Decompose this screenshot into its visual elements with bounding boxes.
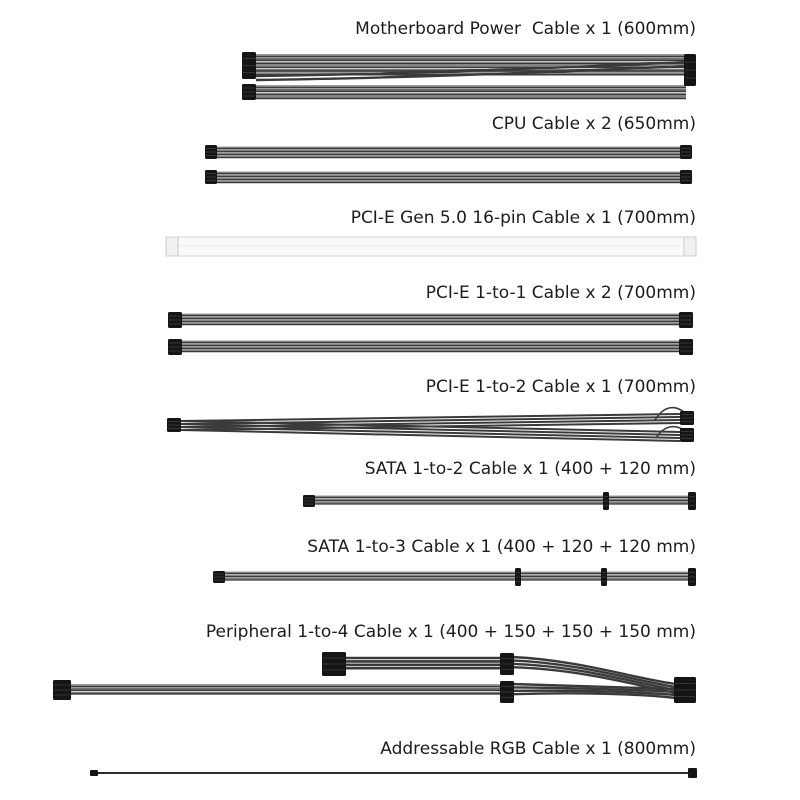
pcie5-cable-label: PCI-E Gen 5.0 16-pin Cable x 1 (700mm) [350,208,696,228]
sata-1to2-cable-label: SATA 1-to-2 Cable x 1 (400 + 120 mm) [364,459,696,479]
motherboard-cable [242,52,696,100]
pcie-1to2-cable-label: PCI-E 1-to-2 Cable x 1 (700mm) [425,377,696,397]
cpu-cable-label: CPU Cable x 2 (650mm) [491,114,696,134]
sata-1to3-cable-label: SATA 1-to-3 Cable x 1 (400 + 120 + 120 mm) [307,537,696,557]
sata-1to2-cable [303,492,696,510]
argb-cable-label: Addressable RGB Cable x 1 (800mm) [380,739,696,759]
argb-cable [90,768,697,778]
pcie5-connector-right [684,237,696,256]
sata-1to3-cable [213,568,696,586]
motherboard-cable-label: Motherboard Power Cable x 1 (600mm) [355,19,696,39]
peripheral-cable [53,652,696,703]
pcie-1to1-cable-label: PCI-E 1-to-1 Cable x 2 (700mm) [425,283,696,303]
cpu-cable [205,145,692,184]
pcie5-connector-left [166,237,178,256]
peripheral-cable-label: Peripheral 1-to-4 Cable x 1 (400 + 150 + 150 + 150 mm) [205,622,696,642]
argb-connector-right [688,768,697,778]
pcie-1to1-cable [168,312,693,355]
pcie-1to2-cable [167,408,694,442]
pcie5-cable [166,237,696,256]
argb-connector-left [90,770,98,776]
